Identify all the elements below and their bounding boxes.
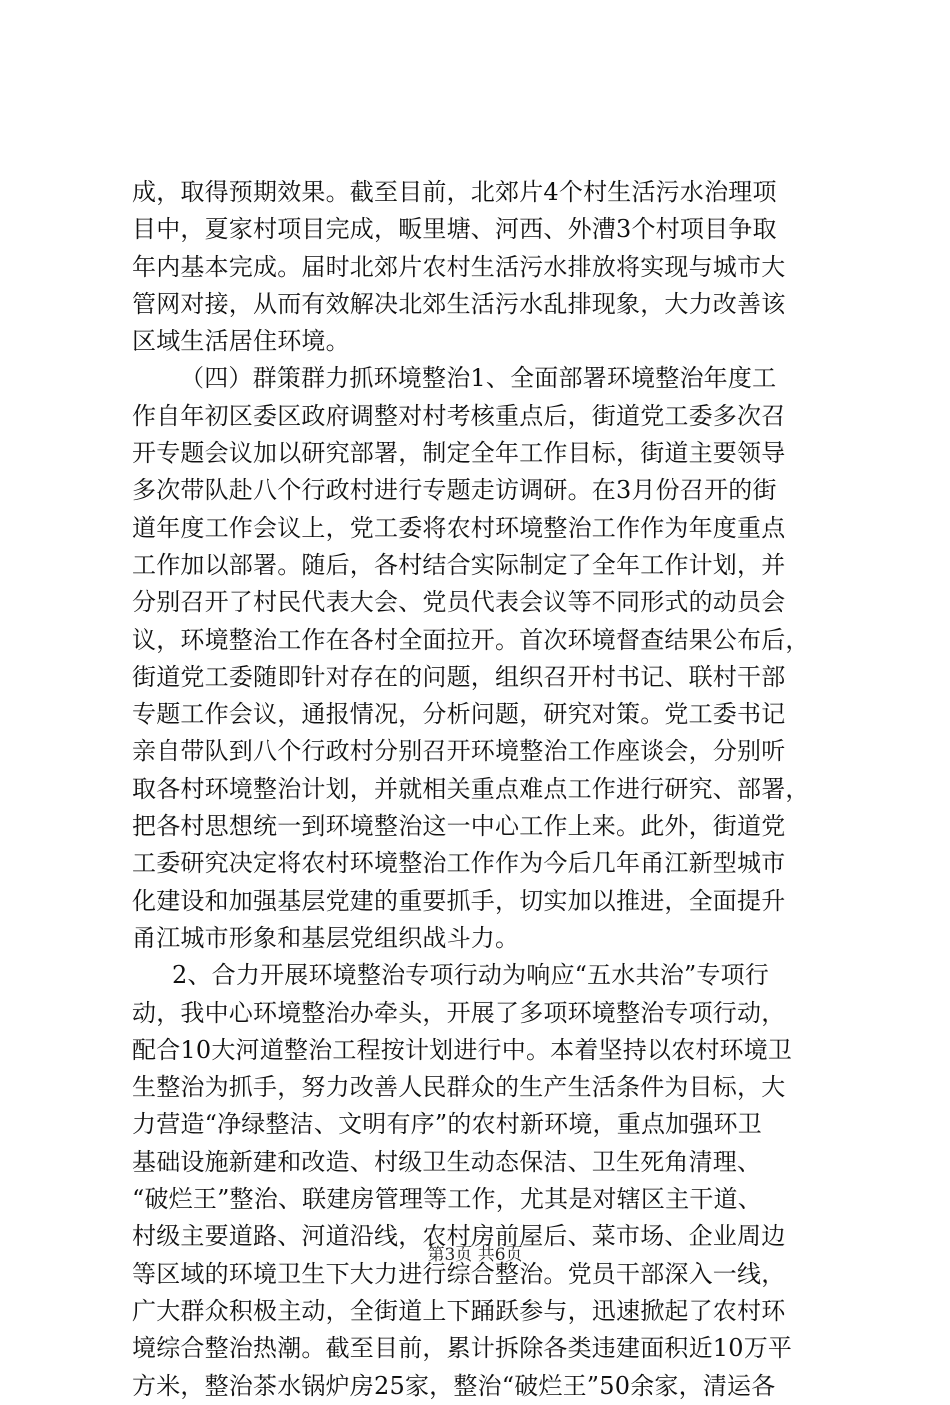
text-line: 区域生活居住环境。: [132, 327, 350, 356]
text-line: 目中，夏家村项目完成，畈里塘、河西、外漕3个村项目争取: [132, 215, 777, 244]
text-line: 工委研究决定将农村环境整治工作作为今后几年甬江新型城市: [132, 849, 786, 878]
text-line: 方米，整治茶水锅炉房25家，整治“破烂王”50余家，清运各: [132, 1371, 776, 1400]
text-line: 多次带队赴八个行政村进行专题走访调研。在3月份召开的街: [132, 476, 777, 505]
section-heading-line: （四）群策群力抓环境整治1、全面部署环境整治年度工: [180, 364, 777, 393]
paragraph-start-line: 2、合力开展环境整治专项行动为响应“五水共治”专项行: [172, 961, 770, 990]
text-line: 把各村思想统一到环境整治这一中心工作上来。此外，街道党: [132, 812, 786, 841]
text-line: 村级主要道路、河道沿线，农村房前屋后、菜市场、企业周边: [132, 1222, 786, 1251]
text-line: 配合10大河道整治工程按计划进行中。本着坚持以农村环境卫: [132, 1035, 793, 1064]
text-line: 等区域的环境卫生下大力进行综合整治。党员干部深入一线，: [132, 1259, 786, 1288]
text-line: 广大群众积极主动，全街道上下踊跃参与，迅速掀起了农村环: [132, 1296, 786, 1325]
text-line: 甬江城市形象和基层党组织战斗力。: [132, 923, 520, 952]
text-line: 取各村环境整治计划，并就相关重点难点工作进行研究、部署，: [132, 774, 810, 803]
text-line: 年内基本完成。届时北郊片农村生活污水排放将实现与城市大: [132, 252, 786, 281]
text-line: 成，取得预期效果。截至目前，北郊片4个村生活污水治理项: [132, 178, 777, 206]
text-line: 生整治为抓手，努力改善人民群众的生产生活条件为目标，大: [132, 1073, 786, 1102]
text-line: 开专题会议加以研究部署，制定全年工作目标，街道主要领导: [132, 439, 786, 468]
text-line: 分别召开了村民代表大会、党员代表会议等不同形式的动员会: [132, 588, 786, 617]
text-line: 议，环境整治工作在各村全面拉开。首次环境督查结果公布后，: [132, 625, 810, 654]
text-line: 街道党工委随即针对存在的问题，组织召开村书记、联村干部: [132, 662, 786, 691]
text-line: 化建设和加强基层党建的重要抓手，切实加以推进，全面提升: [132, 886, 786, 915]
text-line: 亲自带队到八个行政村分别召开环境整治工作座谈会，分别听: [132, 737, 786, 766]
text-line: 专题工作会议，通报情况，分析问题，研究对策。党工委书记: [132, 700, 786, 729]
text-line: “破烂王”整治、联建房管理等工作，尤其是对辖区主干道、: [132, 1185, 762, 1214]
text-line: 境综合整治热潮。截至目前，累计拆除各类违建面积近10万平: [132, 1334, 793, 1363]
page-number-footer: 第3页 共6页: [427, 1245, 523, 1265]
body-text: [132, 174, 832, 1405]
text-line: 管网对接，从而有效解决北郊生活污水乱排现象，大力改善该: [132, 289, 786, 318]
text-line: 作自年初区委区政府调整对村考核重点后，街道党工委多次召: [132, 401, 786, 430]
text-line: 基础设施新建和改造、村级卫生动态保洁、卫生死角清理、: [132, 1147, 762, 1176]
text-line: 动，我中心环境整治办牵头，开展了多项环境整治专项行动，: [132, 998, 786, 1027]
text-line: 工作加以部署。随后，各村结合实际制定了全年工作计划，并: [132, 550, 786, 579]
text-line: 力营造“净绿整洁、文明有序”的农村新环境，重点加强环卫: [132, 1110, 762, 1139]
text-line: 道年度工作会议上，党工委将农村环境整治工作作为年度重点: [132, 513, 786, 542]
